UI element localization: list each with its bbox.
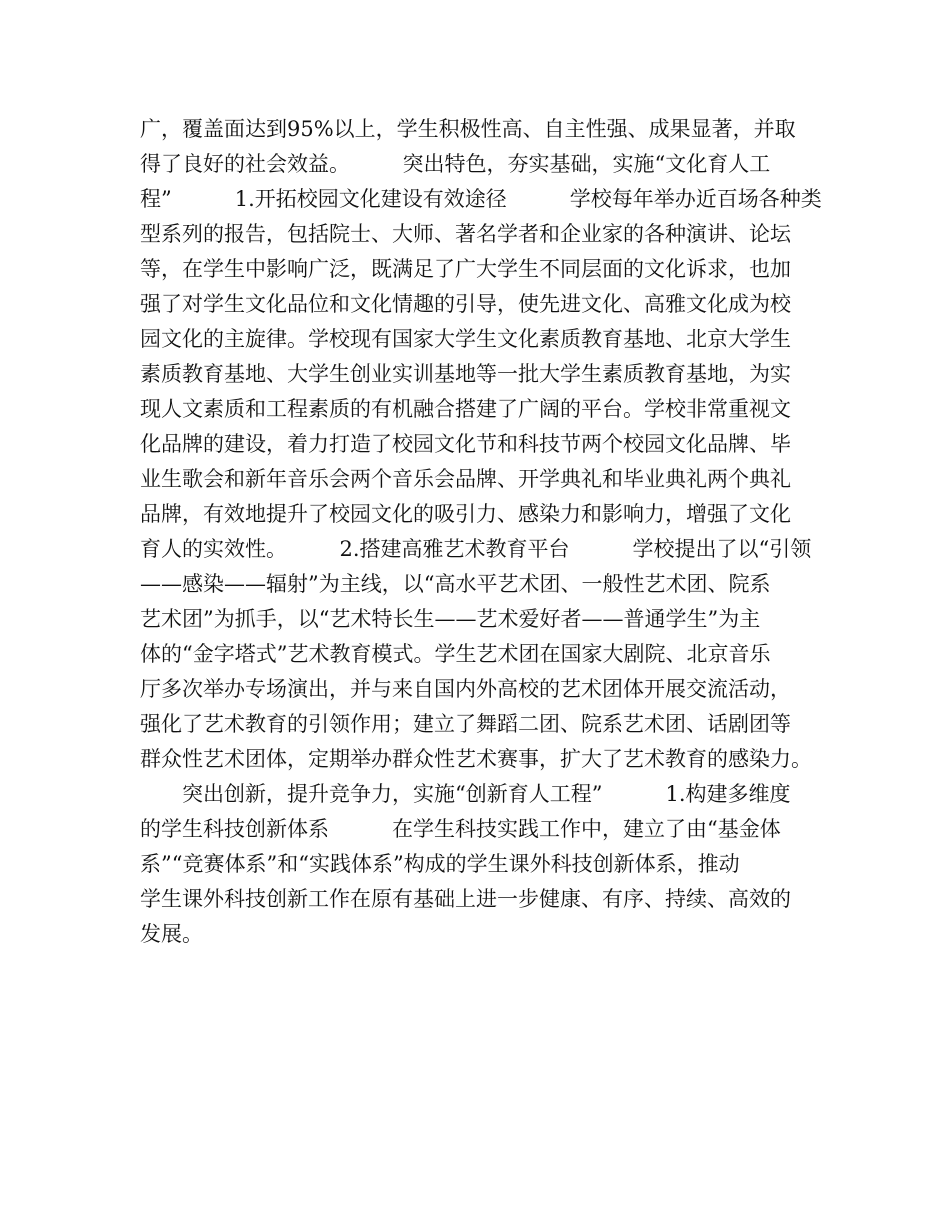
text-line: 化品牌的建设，着力打造了校园文化节和科技节两个校园文化品牌、毕 [140, 432, 791, 456]
text-line: 程” 1.开拓校园文化建设有效途径 学校每年举办近百场各种类 [140, 187, 822, 211]
text-line: 发展。 [140, 922, 203, 946]
text-line: 素质教育基地、大学生创业实训基地等一批大学生素质教育基地，为实 [140, 362, 791, 386]
text-line: 园文化的主旋律。学校现有国家大学生文化素质教育基地、北京大学生 [140, 327, 791, 351]
text-line: 学生课外科技创新工作在原有基础上进一步健康、有序、持续、高效的 [140, 887, 791, 911]
text-line: 艺术团”为抓手，以“艺术特长生——艺术爱好者——普通学生”为主 [140, 607, 761, 631]
text-line: 强了对学生文化品位和文化情趣的引导，使先进文化、高雅文化成为校 [140, 292, 791, 316]
body-text [140, 112, 830, 952]
text-line: 现人文素质和工程素质的有机融合搭建了广阔的平台。学校非常重视文 [140, 397, 791, 421]
text-line: 型系列的报告，包括院士、大师、著名学者和企业家的各种演讲、论坛 [140, 222, 791, 246]
text-line: 突出创新，提升竞争力，实施“创新育人工程” 1.构建多维度 [140, 782, 791, 806]
text-line: 等，在学生中影响广泛，既满足了广大学生不同层面的文化诉求，也加 [140, 257, 791, 281]
text-line: 业生歌会和新年音乐会两个音乐会品牌、开学典礼和毕业典礼两个典礼 [140, 467, 791, 491]
text-line: 群众性艺术团体，定期举办群众性艺术赛事，扩大了艺术教育的感染力。 [140, 747, 812, 771]
text-line: 厅多次举办专场演出，并与来自国内外高校的艺术团体开展交流活动， [140, 677, 791, 701]
text-line: 强化了艺术教育的引领作用；建立了舞蹈二团、院系艺术团、话剧团等 [140, 712, 791, 736]
text-line: 的学生科技创新体系 在学生科技实践工作中，建立了由“基金体 [140, 817, 781, 841]
text-line: 广，覆盖面达到95%以上，学生积极性高、自主性强、成果显著，并取 [140, 117, 796, 141]
text-line: 系”“竞赛体系”和“实践体系”构成的学生课外科技创新体系，推动 [140, 852, 740, 876]
text-line: 体的“金字塔式”艺术教育模式。学生艺术团在国家大剧院、北京音乐 [140, 642, 771, 666]
text-line: 得了良好的社会效益。 突出特色，夯实基础，实施“文化育人工 [140, 152, 771, 176]
text-line: 品牌，有效地提升了校园文化的吸引力、感染力和影响力，增强了文化 [140, 502, 791, 526]
text-line: ——感染——辐射”为主线，以“高水平艺术团、一般性艺术团、院系 [140, 572, 771, 596]
text-line: 育人的实效性。 2.搭建高雅艺术教育平台 学校提出了以“引领 [140, 537, 812, 561]
